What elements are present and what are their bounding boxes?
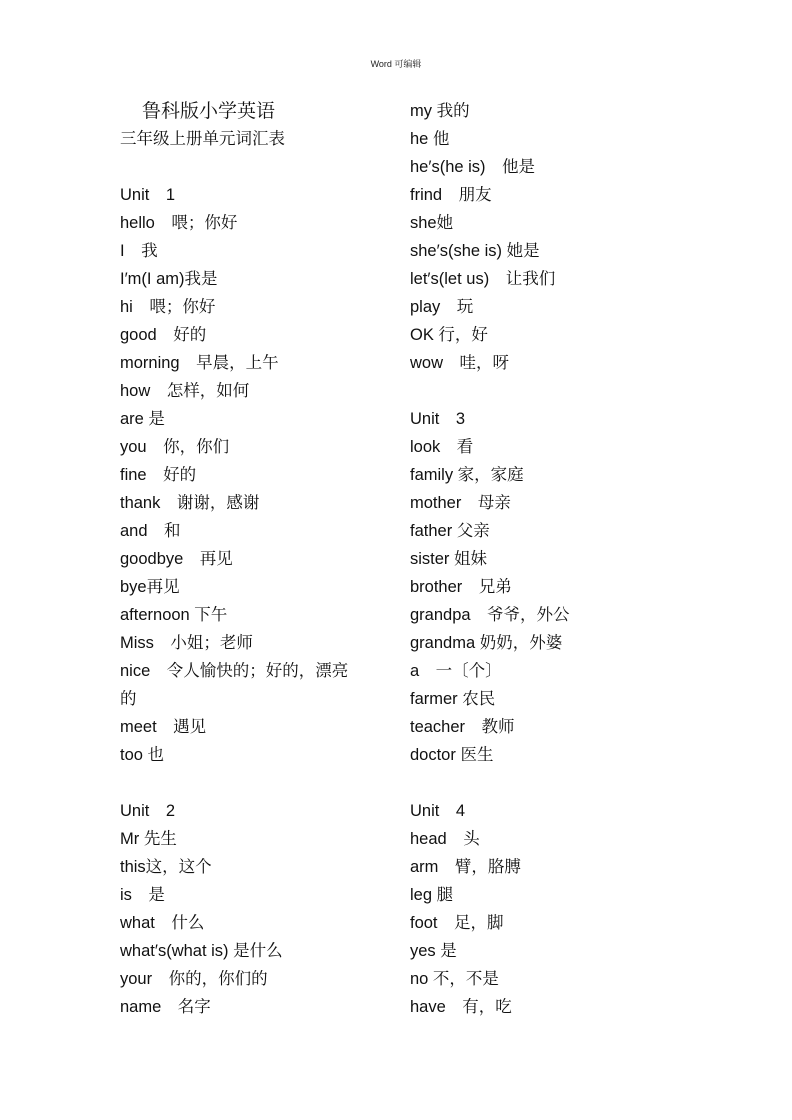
vocab-entry: too 也 [120,746,165,764]
vocab-entry: 的 [120,690,137,708]
vocab-entry: what 什么 [120,914,205,932]
vocab-entry: afternoon 下午 [120,606,228,624]
vocab-entry: foot 足，脚 [410,914,504,932]
vocab-entry: brother 兄弟 [410,578,512,596]
vocab-entry: teacher 教师 [410,718,515,736]
unit-2-word-list-continued [410,97,660,377]
spacer [120,153,390,181]
vocab-entry: she′s(she is) 她是 [410,242,540,260]
vocab-entry: have 有，吃 [410,998,512,1016]
vocab-entry: head 头 [410,830,480,848]
vocab-entry: grandma 奶奶，外婆 [410,634,563,652]
vocab-entry: my 我的 [410,102,470,120]
page-header: Word 可编辑 [370,59,422,69]
vocab-entry: your 你的，你们的 [120,970,268,988]
document-title: 鲁科版小学英语 [142,100,276,122]
vocab-entry: a 一〔个〕 [410,662,502,680]
unit-1-word-list [120,209,390,769]
vocab-entry: fine 好的 [120,466,197,484]
vocab-entry: thank 谢谢，感谢 [120,494,260,512]
vocab-entry: name 名字 [120,998,211,1016]
vocab-entry: morning 早晨，上午 [120,354,279,372]
vocab-entry: nice 令人愉快的；好的，漂亮 [120,662,349,680]
document-subtitle: 三年级上册单元词汇表 [120,129,285,148]
spacer [410,769,660,797]
vocab-entry: and 和 [120,522,181,540]
unit-2-heading: Unit 2 [120,802,176,820]
vocab-entry: OK 行，好 [410,326,488,344]
vocab-entry: good 好的 [120,326,207,344]
vocab-entry: leg 腿 [410,886,454,904]
vocab-entry: she她 [410,214,454,232]
vocab-entry: bye再见 [120,578,180,596]
vocab-entry: let′s(let us) 让我们 [410,270,556,288]
vocab-entry: sister 姐妹 [410,550,488,568]
vocab-entry: goodbye 再见 [120,550,233,568]
vocab-entry: are 是 [120,410,165,428]
vocab-entry: no 不，不是 [410,970,499,988]
vocab-entry: yes 是 [410,942,457,960]
vocab-entry: family 家，家庭 [410,466,524,484]
unit-1-heading: Unit 1 [120,186,176,204]
vocab-entry: mother 母亲 [410,494,511,512]
left-column [120,97,390,1021]
vocab-entry: look 看 [410,438,474,456]
vocab-entry: Miss 小姐；老师 [120,634,253,652]
unit-4-heading: Unit 4 [410,802,466,820]
vocab-entry: he 他 [410,130,450,148]
vocab-entry: arm 臂，胳膊 [410,858,521,876]
unit-4-word-list [410,825,660,1021]
vocab-entry: how 怎样，如何 [120,382,250,400]
vocab-entry: frind 朋友 [410,186,492,204]
vocab-entry: hi 喂；你好 [120,298,216,316]
vocab-entry: grandpa 爷爷，外公 [410,606,570,624]
vocab-entry: meet 遇见 [120,718,207,736]
vocab-entry: hello 喂；你好 [120,214,238,232]
vocab-entry: you 你，你们 [120,438,230,456]
vocab-entry: I 我 [120,242,158,260]
right-column [410,97,660,1021]
vocab-entry: he′s(he is) 他是 [410,158,536,176]
vocab-entry: this这，这个 [120,858,212,876]
spacer [120,769,390,797]
unit-3-heading: Unit 3 [410,410,466,428]
vocab-entry: wow 哇，呀 [410,354,510,372]
vocab-entry: I′m(I am)我是 [120,270,218,288]
vocab-entry: father 父亲 [410,522,490,540]
unit-3-word-list [410,433,660,769]
spacer [410,377,660,405]
vocab-entry: is 是 [120,886,165,904]
vocab-entry: Mr 先生 [120,830,177,848]
vocab-entry: doctor 医生 [410,746,494,764]
vocab-entry: play 玩 [410,298,474,316]
vocab-entry: what′s(what is) 是什么 [120,942,283,960]
vocab-entry: farmer 农民 [410,690,496,708]
unit-2-word-list [120,825,390,1021]
